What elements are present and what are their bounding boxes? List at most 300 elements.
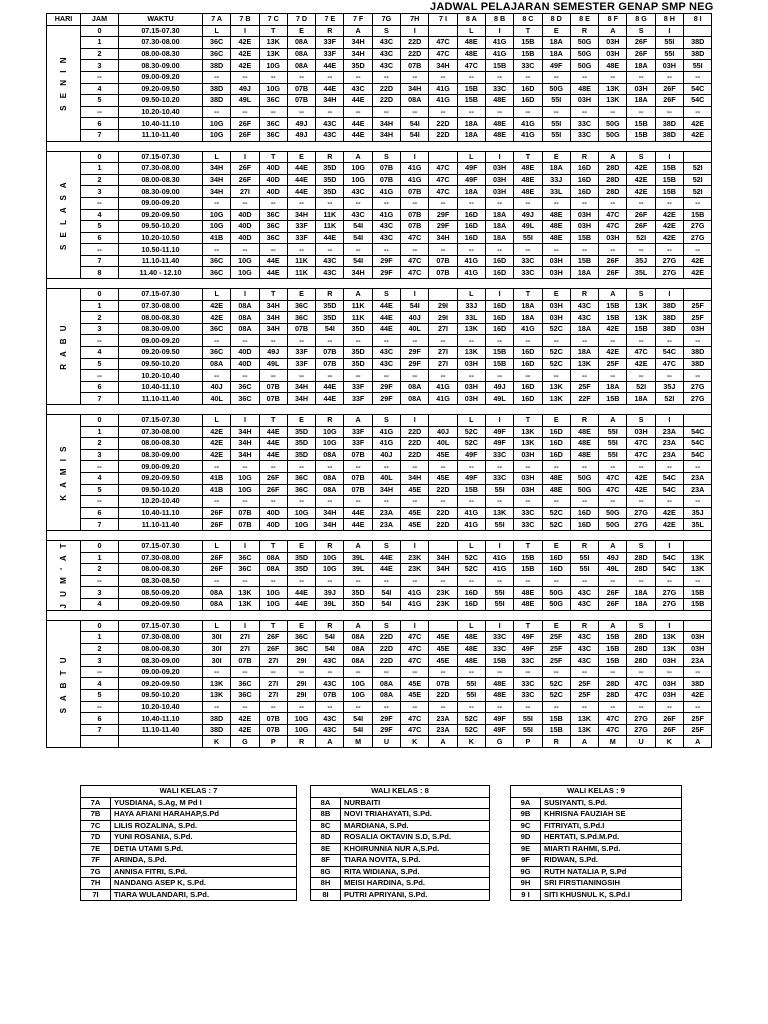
class-cell: 07B <box>344 472 372 484</box>
class-cell: 33F <box>316 48 344 60</box>
class-cell: 18A <box>485 221 513 233</box>
class-cell: 55I <box>514 724 542 736</box>
class-cell: 23A <box>429 713 457 725</box>
class-cell: 18A <box>599 381 627 393</box>
class-cell: 07B <box>372 163 400 175</box>
time-cell: 11.10-11.40 <box>119 129 203 141</box>
day-name: K A M I S <box>58 444 68 501</box>
time-cell: 07.15-07.30 <box>119 620 203 632</box>
class-cell: 54C <box>684 438 712 450</box>
class-cell: 10G <box>203 209 231 221</box>
class-cell: S <box>627 415 655 427</box>
class-cell: 03H <box>570 221 598 233</box>
class-cell: 27I <box>429 347 457 359</box>
time-cell: 08.00-08.30 <box>119 438 203 450</box>
class-cell: 10G <box>259 598 287 610</box>
class-cell: 34H <box>344 37 372 49</box>
class-cell: 27G <box>684 221 712 233</box>
class-cell: R <box>316 25 344 37</box>
class-cell: 36C <box>231 564 259 576</box>
class-cell: 42E <box>203 438 231 450</box>
class-cell: 26F <box>655 95 683 107</box>
class-cell: 33F <box>287 221 315 233</box>
class-cell: 44E <box>372 300 400 312</box>
class-cell: 07B <box>231 519 259 531</box>
header-row <box>47 14 712 26</box>
class-cell: 42E <box>231 37 259 49</box>
class-cell: 27G <box>655 255 683 267</box>
homeroom-row <box>81 832 297 844</box>
teacher-name: YUSDIANA, S.Ag, M Pd I <box>111 797 297 809</box>
class-cell: -- <box>203 197 231 209</box>
time-cell: 09.20-09.50 <box>119 83 203 95</box>
class-cell: 29F <box>372 267 400 279</box>
period-number: -- <box>81 197 119 209</box>
class-cell: A <box>570 736 598 748</box>
class-cell: -- <box>485 106 513 118</box>
class-cell: -- <box>401 496 429 508</box>
class-cell: 40J <box>429 426 457 438</box>
class-cell: 47C <box>401 724 429 736</box>
class-cell: 55I <box>599 449 627 461</box>
class-cell: A <box>344 289 372 301</box>
class-cell: 38D <box>203 724 231 736</box>
teacher-name: RUTH NATALIA P, S.Pd <box>541 866 682 878</box>
period-number: 0 <box>81 620 119 632</box>
class-cell: 55I <box>485 484 513 496</box>
class-cell: 36C <box>203 37 231 49</box>
class-cell: -- <box>684 701 712 713</box>
class-cell: -- <box>429 370 457 382</box>
teacher-name: HERTATI, S.Pd.M.Pd. <box>541 832 682 844</box>
time-cell: 07.30-08.00 <box>119 163 203 175</box>
class-cell: -- <box>231 197 259 209</box>
class-cell: 26F <box>627 48 655 60</box>
class-cell: 13K <box>684 564 712 576</box>
schedule-title: JADWAL PELAJARAN SEMESTER GENAP SMP NEG <box>430 1 714 13</box>
class-cell: 25F <box>542 632 570 644</box>
time-cell: 09.00-09.20 <box>119 197 203 209</box>
class-cell: A <box>344 540 372 552</box>
class-cell: 48E <box>599 60 627 72</box>
class-cell: 36C <box>287 643 315 655</box>
class-cell: 10G <box>231 255 259 267</box>
class-cell: -- <box>542 71 570 83</box>
class-cell: -- <box>429 575 457 587</box>
period-number: 2 <box>81 48 119 60</box>
class-cell: 40D <box>231 209 259 221</box>
class-cell: -- <box>287 197 315 209</box>
class-cell: 11K <box>287 267 315 279</box>
class-cell: 07B <box>259 713 287 725</box>
class-cell: 41G <box>429 393 457 405</box>
class-cell: R <box>570 289 598 301</box>
class-cell: 48E <box>485 129 513 141</box>
class-cell: 55I <box>684 60 712 72</box>
class-cell: 08A <box>231 312 259 324</box>
class-cell: 55I <box>457 678 485 690</box>
class-cell: 54I <box>316 632 344 644</box>
class-cell <box>429 25 457 37</box>
class-cell: I <box>655 540 683 552</box>
class-cell: 35D <box>287 426 315 438</box>
time-cell: 07.30-08.00 <box>119 632 203 644</box>
class-cell: 43C <box>372 358 400 370</box>
class-cell: 26F <box>627 209 655 221</box>
class-cell: -- <box>627 701 655 713</box>
header-cell: WAKTU <box>119 14 203 26</box>
class-cell: T <box>514 540 542 552</box>
period-number: 5 <box>81 95 119 107</box>
class-cell: -- <box>372 461 400 473</box>
class-cell: 55I <box>542 129 570 141</box>
class-cell: 27G <box>655 587 683 599</box>
class-cell: 42E <box>203 426 231 438</box>
class-cell: 45E <box>401 507 429 519</box>
class-cell: 18A <box>542 48 570 60</box>
class-cell: 11K <box>316 209 344 221</box>
class-cell: -- <box>514 106 542 118</box>
period-number: 1 <box>81 300 119 312</box>
class-cell: G <box>231 736 259 748</box>
class-cell: 42E <box>203 312 231 324</box>
class-cell: -- <box>570 106 598 118</box>
class-cell: 26F <box>203 519 231 531</box>
class-cell: 44E <box>259 267 287 279</box>
class-cell: 34H <box>401 83 429 95</box>
class-cell: -- <box>259 335 287 347</box>
class-cell: 22D <box>372 643 400 655</box>
class-cell: 45E <box>401 678 429 690</box>
class-cell: 16D <box>457 598 485 610</box>
homeroom-title: WALI KELAS : 8 <box>311 786 490 798</box>
class-cell: 23A <box>655 426 683 438</box>
period-number: -- <box>81 701 119 713</box>
period-row <box>47 335 712 347</box>
class-cell: T <box>514 415 542 427</box>
teacher-name: FITRIYATI, S.Pd.I <box>541 820 682 832</box>
time-cell: 10.20-10.40 <box>119 106 203 118</box>
class-cell: -- <box>599 244 627 256</box>
class-cell: -- <box>627 244 655 256</box>
class-cell: 08A <box>259 564 287 576</box>
class-cell: 52C <box>542 519 570 531</box>
class-cell: 34H <box>259 300 287 312</box>
period-row <box>47 724 712 736</box>
class-cell: 10G <box>231 472 259 484</box>
class-cell: -- <box>401 701 429 713</box>
class-cell: 54C <box>684 426 712 438</box>
class-cell: 34H <box>429 60 457 72</box>
class-cell: 16D <box>514 381 542 393</box>
class-cell: 54I <box>401 300 429 312</box>
class-cell: -- <box>514 701 542 713</box>
class-cell: 34H <box>429 552 457 564</box>
class-cell: -- <box>344 335 372 347</box>
class-cell: 42E <box>627 174 655 186</box>
period-number: 7 <box>81 519 119 531</box>
class-cell: 36C <box>203 48 231 60</box>
header-cell: 8 E <box>570 14 598 26</box>
class-cell: -- <box>542 496 570 508</box>
class-cell: 47C <box>627 678 655 690</box>
period-number: -- <box>81 496 119 508</box>
class-code: 7A <box>81 797 111 809</box>
class-cell: I <box>485 415 513 427</box>
class-cell: 48E <box>485 690 513 702</box>
class-cell: 35D <box>316 186 344 198</box>
class-cell: -- <box>372 197 400 209</box>
class-cell: L <box>457 415 485 427</box>
class-cell: 52C <box>542 690 570 702</box>
period-row <box>47 552 712 564</box>
class-cell: 41G <box>514 323 542 335</box>
class-cell: 43C <box>570 655 598 667</box>
class-cell: 15B <box>485 347 513 359</box>
class-cell: 25F <box>599 358 627 370</box>
class-cell: 55I <box>514 713 542 725</box>
class-cell: 47C <box>429 163 457 175</box>
class-cell: E <box>287 620 315 632</box>
class-cell: -- <box>684 666 712 678</box>
class-cell: 49L <box>231 95 259 107</box>
class-cell: 29I <box>287 655 315 667</box>
class-cell: 42E <box>655 232 683 244</box>
class-cell <box>684 151 712 163</box>
time-cell: 09.50-10.20 <box>119 95 203 107</box>
class-cell: 44E <box>344 95 372 107</box>
class-cell: 08A <box>344 632 372 644</box>
class-cell: T <box>514 25 542 37</box>
class-cell: 45E <box>429 643 457 655</box>
class-cell: 41G <box>514 129 542 141</box>
class-cell: 15B <box>570 255 598 267</box>
period-number: 2 <box>81 564 119 576</box>
class-cell: 07B <box>259 393 287 405</box>
class-cell: 08A <box>401 95 429 107</box>
class-cell: 13K <box>203 690 231 702</box>
class-cell: 34H <box>203 174 231 186</box>
class-cell: 29I <box>429 300 457 312</box>
class-cell: 49F <box>514 643 542 655</box>
period-number: 2 <box>81 438 119 450</box>
period-number: 0 <box>81 540 119 552</box>
class-cell: 50G <box>570 60 598 72</box>
class-cell: 49F <box>485 713 513 725</box>
class-cell: S <box>372 25 400 37</box>
class-cell: 50G <box>542 587 570 599</box>
class-cell: 42E <box>655 221 683 233</box>
class-cell: -- <box>514 197 542 209</box>
homeroom-row <box>311 797 490 809</box>
class-cell: 03H <box>627 426 655 438</box>
class-cell: 27I <box>231 186 259 198</box>
class-cell: 54C <box>655 552 683 564</box>
day-name: R A B U <box>58 323 68 370</box>
class-cell: P <box>259 736 287 748</box>
class-cell: -- <box>372 335 400 347</box>
homeroom-header-row <box>511 786 682 798</box>
class-cell: 03H <box>570 209 598 221</box>
class-cell: E <box>287 151 315 163</box>
class-cell: R <box>570 415 598 427</box>
class-cell: 52C <box>457 564 485 576</box>
day-cell <box>47 25 81 141</box>
class-cell: 07B <box>401 186 429 198</box>
class-cell: 16D <box>485 267 513 279</box>
teacher-name: LILIS ROZALINA, S.Pd. <box>111 820 297 832</box>
class-cell: 35D <box>316 312 344 324</box>
class-cell: 29F <box>372 393 400 405</box>
class-cell: -- <box>316 461 344 473</box>
class-cell: 49F <box>485 438 513 450</box>
class-cell: 54I <box>344 255 372 267</box>
class-cell: 47C <box>627 690 655 702</box>
class-cell: 43C <box>570 598 598 610</box>
period-row <box>47 25 712 37</box>
class-cell: 41G <box>457 255 485 267</box>
period-number: 0 <box>81 25 119 37</box>
class-cell: A <box>344 25 372 37</box>
period-number: 3 <box>81 60 119 72</box>
class-cell: 23A <box>372 507 400 519</box>
class-code: 7G <box>81 866 111 878</box>
class-cell: 07B <box>316 690 344 702</box>
class-cell: 10G <box>259 83 287 95</box>
class-cell: 33F <box>287 358 315 370</box>
class-cell: 34H <box>429 232 457 244</box>
class-cell: 13K <box>570 358 598 370</box>
class-cell: -- <box>457 496 485 508</box>
class-code: 9A <box>511 797 541 809</box>
class-cell: -- <box>259 370 287 382</box>
class-cell: -- <box>542 461 570 473</box>
class-cell: I <box>231 620 259 632</box>
time-cell: 09.50-10.20 <box>119 690 203 702</box>
period-row <box>47 666 712 678</box>
time-cell: 08.30-09.00 <box>119 655 203 667</box>
class-cell: -- <box>259 496 287 508</box>
class-cell: 40J <box>401 312 429 324</box>
period-number: 4 <box>81 678 119 690</box>
class-cell: -- <box>401 197 429 209</box>
class-cell: -- <box>259 71 287 83</box>
class-cell: 42E <box>627 163 655 175</box>
class-cell: -- <box>514 244 542 256</box>
class-cell: 44E <box>259 449 287 461</box>
period-number: 1 <box>81 163 119 175</box>
time-cell: 07.15-07.30 <box>119 289 203 301</box>
class-cell: 26F <box>627 221 655 233</box>
class-cell: 08A <box>203 358 231 370</box>
class-cell: 41B <box>203 484 231 496</box>
period-row <box>47 438 712 450</box>
homeroom-row <box>311 855 490 867</box>
class-cell: 48E <box>457 655 485 667</box>
class-cell: 43C <box>316 255 344 267</box>
class-cell: 07B <box>401 209 429 221</box>
class-cell: 27G <box>684 381 712 393</box>
class-cell: 43C <box>316 267 344 279</box>
class-cell: 15B <box>684 209 712 221</box>
class-cell: 15B <box>599 643 627 655</box>
class-cell: A <box>684 736 712 748</box>
class-cell: I <box>485 540 513 552</box>
class-cell: -- <box>457 335 485 347</box>
teacher-name: HAYA AFIANI HARAHAP,S.Pd <box>111 809 297 821</box>
class-cell: 47C <box>655 358 683 370</box>
class-cell: -- <box>627 106 655 118</box>
class-cell: 44E <box>316 60 344 72</box>
class-cell: 47C <box>599 484 627 496</box>
class-cell: I <box>231 25 259 37</box>
class-cell: 16D <box>570 507 598 519</box>
class-cell: 44E <box>372 552 400 564</box>
class-cell: -- <box>287 701 315 713</box>
class-cell: 55I <box>599 438 627 450</box>
class-cell: -- <box>401 335 429 347</box>
class-cell: 52I <box>655 393 683 405</box>
class-cell: 48E <box>542 484 570 496</box>
class-cell: 42E <box>203 300 231 312</box>
time-cell: 08.30-09.00 <box>119 60 203 72</box>
class-code: 7I <box>81 889 111 901</box>
class-cell: E <box>542 415 570 427</box>
class-cell: -- <box>655 666 683 678</box>
class-cell: 03H <box>655 690 683 702</box>
class-cell: 28D <box>627 552 655 564</box>
class-cell: 44E <box>344 507 372 519</box>
class-cell: 33C <box>485 643 513 655</box>
class-cell: 40J <box>372 449 400 461</box>
class-cell: 41G <box>372 426 400 438</box>
class-cell: -- <box>401 244 429 256</box>
class-cell: 08A <box>401 381 429 393</box>
class-cell: 26F <box>627 37 655 49</box>
class-cell: 36C <box>231 690 259 702</box>
homeroom-row <box>81 889 297 901</box>
class-cell: T <box>514 151 542 163</box>
class-cell <box>429 540 457 552</box>
class-cell: -- <box>259 575 287 587</box>
class-cell: 40D <box>231 232 259 244</box>
class-cell: -- <box>372 496 400 508</box>
class-cell: 15B <box>514 48 542 60</box>
class-cell: 10G <box>344 163 372 175</box>
class-cell: -- <box>316 335 344 347</box>
class-cell: 50G <box>599 507 627 519</box>
class-cell: 18A <box>457 129 485 141</box>
class-cell: L <box>457 620 485 632</box>
class-cell: 38D <box>684 48 712 60</box>
class-cell: E <box>287 415 315 427</box>
class-cell: I <box>655 151 683 163</box>
class-cell: 03H <box>599 232 627 244</box>
class-cell: 33F <box>344 381 372 393</box>
class-cell: I <box>401 415 429 427</box>
homeroom-header-row <box>311 786 490 798</box>
class-cell: 29F <box>429 221 457 233</box>
class-cell: -- <box>287 461 315 473</box>
class-cell: 08A <box>344 643 372 655</box>
class-cell: 49J <box>599 552 627 564</box>
class-cell: 36C <box>259 221 287 233</box>
class-cell: -- <box>457 575 485 587</box>
header-cell: JAM <box>81 14 119 26</box>
class-cell: 15B <box>542 713 570 725</box>
class-cell: -- <box>372 575 400 587</box>
period-row <box>47 358 712 370</box>
